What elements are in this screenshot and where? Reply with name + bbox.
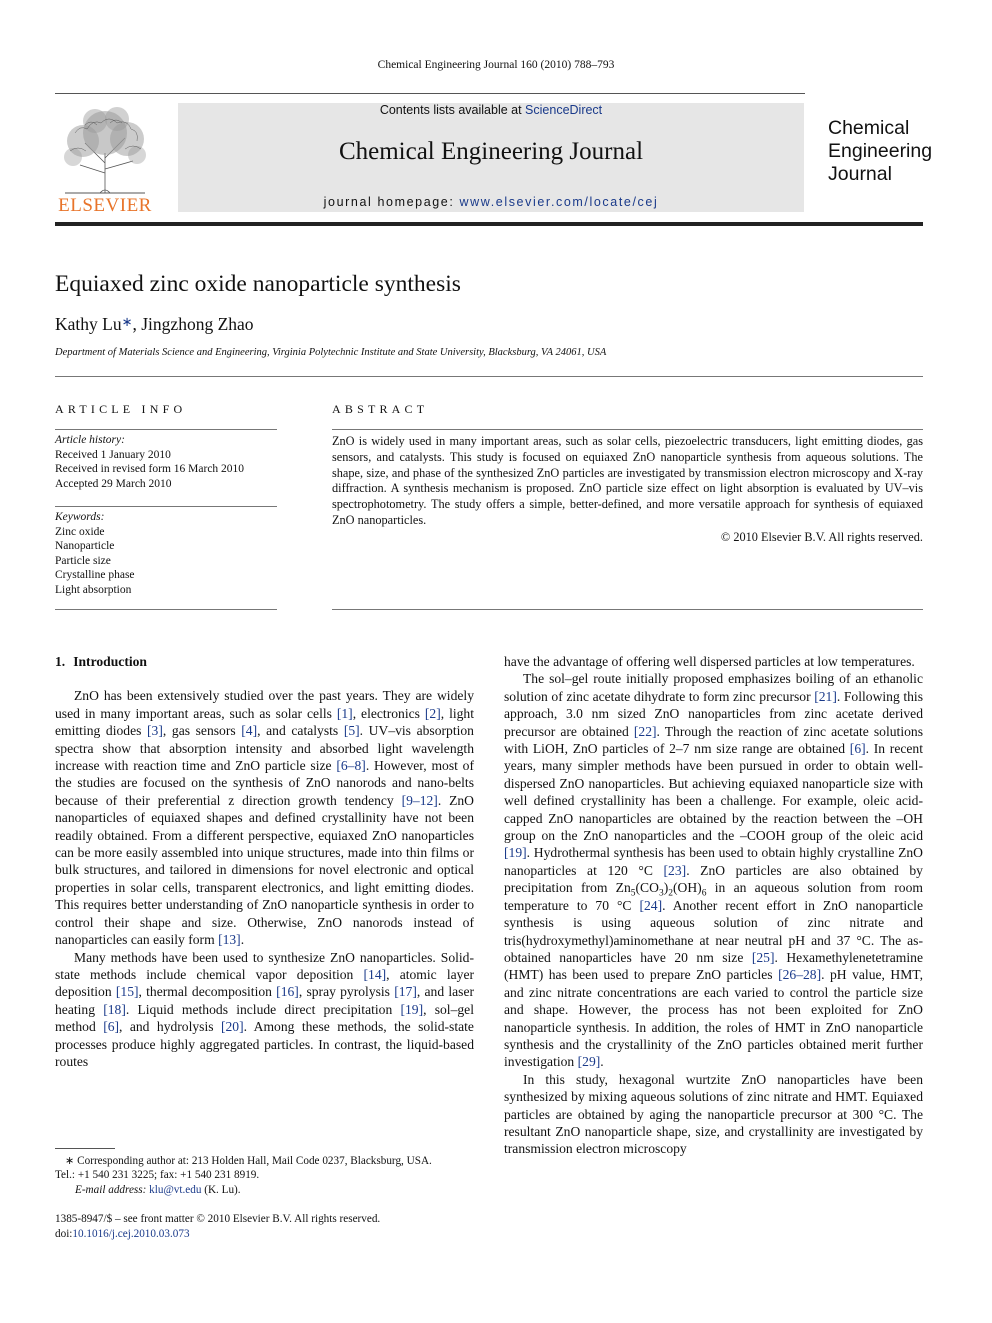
paragraph [504, 670, 923, 1070]
issn-line: 1385-8947/$ – see front matter © 2010 Elsevier B.V. All rights reserved. [55, 1213, 381, 1225]
citation-link[interactable]: [6] [849, 741, 866, 757]
author-name: Kathy Lu [55, 314, 122, 334]
text-run: , and catalysts [257, 723, 344, 739]
citation-link[interactable]: [9–12] [401, 792, 438, 808]
text-run: , gas sensors [162, 723, 242, 739]
citation-link[interactable]: [16] [276, 984, 299, 1000]
history-item: Accepted 29 March 2010 [55, 477, 172, 490]
email-link[interactable]: klu@vt.edu [149, 1183, 202, 1196]
citation-link[interactable]: [29] [577, 1054, 601, 1070]
citation-link[interactable]: [6–8] [336, 758, 366, 774]
history-item: Received in revised form 16 March 2010 [55, 463, 245, 475]
journal-homepage [178, 195, 804, 209]
footnote-rule [55, 1148, 115, 1149]
divider [55, 506, 277, 507]
abstract-heading: ABSTRACT [332, 402, 429, 416]
citation-link[interactable]: [18] [103, 1001, 126, 1017]
article-history [55, 433, 244, 491]
email-label: E-mail address: [75, 1183, 150, 1196]
divider [55, 609, 277, 610]
citation-link[interactable]: [2] [424, 705, 441, 721]
citation-link[interactable]: [17] [394, 984, 417, 1000]
text-run: , and laser heating [55, 984, 474, 1017]
doi-label: doi: [55, 1227, 73, 1240]
tree-icon [55, 103, 155, 195]
citation-link[interactable]: [26–28] [778, 967, 822, 983]
subscript: 3 [658, 889, 664, 899]
affiliation: Department of Materials Science and Engineering, Virginia Polytechnic Institute and State University, Blacksburg, VA 24061, USA [55, 347, 607, 358]
contents-prefix: Contents lists available at [379, 103, 526, 117]
text-run: . Hydrothermal synthesis has been used to obtain highly crystalline ZnO nanoparticles at 120 °C [504, 845, 923, 878]
citation-link[interactable]: [21] [814, 688, 837, 704]
text-run: . In recent years, many simpler methods have been pursued in order to obtain well-dispersed ZnO nanoparticles. But achieving equiaxed nanoparticle size with well defined crystallinity has been a challenge. For example, oleic acid-capped ZnO nanoparticles are obtained by the reaction between the –OH group on the ZnO nanoparticles and the –COOH group of the oleic acid [504, 741, 923, 844]
section-title: Introduction [73, 654, 147, 669]
text-run: . Following this approach, 3.0 nm sized ZnO nanoparticles from zinc acetate derived precursor are obtained [504, 688, 923, 739]
citation-link[interactable]: [1] [336, 705, 353, 721]
section-heading [55, 653, 474, 670]
text-run: . pH value, HMT, and zinc nitrate concentrations are each varied to control the particle size and shape. However, the process has not been exploited for ZnO nanoparticle synthesis. In addition, the roles of HMT in ZnO nanoparticle synthesis and the crystallinity of the ZnO particles obtained merit further investigation [504, 967, 924, 1070]
journal-logo-line: Chemical [828, 117, 910, 139]
citation-link[interactable]: [22] [633, 723, 657, 739]
formula-part: ) [663, 880, 669, 896]
citation-link[interactable]: [23] [663, 862, 687, 878]
doi-line [55, 1227, 380, 1242]
text-run: . Among these methods, the solid-state processes produce highly aggregated particles. In contrast, the liquid-based routes [55, 1019, 474, 1069]
citation-link[interactable]: [19] [504, 845, 527, 861]
history-item: Received 1 January 2010 [55, 448, 171, 461]
elsevier-wordmark: ELSEVIER [58, 195, 152, 216]
text-run: ZnO has been extensively studied over the past years. They are widely used in many important areas, such as solar cells [55, 688, 474, 721]
citation-link[interactable]: [4] [241, 723, 258, 739]
citation-link[interactable]: [5] [343, 723, 360, 739]
homepage-link[interactable]: www.elsevier.com/locate/cej [459, 195, 659, 209]
text-run: . UV–vis absorption spectra show that absorption intensity and absorbed light wavelength increase with reaction time and ZnO particle size [55, 723, 474, 774]
citation-link[interactable]: [3] [147, 723, 163, 739]
copyright: © 2010 Elsevier B.V. All rights reserved. [720, 530, 923, 544]
body-column-right [504, 653, 923, 1158]
text-run: . [600, 1054, 604, 1070]
text-run: , sol–gel method [55, 1001, 474, 1035]
keyword: Particle size [55, 554, 111, 567]
paragraph [55, 949, 474, 1071]
paragraph [55, 687, 474, 948]
text-run: , electronics [352, 705, 425, 721]
corresponding-author-mark[interactable]: ∗ [121, 314, 133, 329]
paragraph: In this study, hexagonal wurtzite ZnO nanoparticles have been synthesized by mixing aqueous solutions of zinc nitrate and HMT. Equiaxed particles are obtained by aging the nanoparticle precursor at 300 °C. The resultant ZnO nanoparticle shape, size, and crystallinity are investigated by transmission electron microscopy [504, 1071, 923, 1157]
author-list [55, 314, 254, 335]
author-separator: , [132, 314, 142, 334]
footnote-email [55, 1183, 474, 1197]
divider [55, 429, 277, 430]
sciencedirect-link[interactable]: ScienceDirect [525, 103, 603, 117]
doi-link[interactable]: 10.1016/j.cej.2010.03.073 [72, 1227, 190, 1240]
body-column-left [55, 653, 474, 1070]
text-run: . Through the reaction of zinc acetate solutions with LiOH, ZnO particles of 2–7 nm size range are obtained [504, 723, 923, 757]
citation-link[interactable]: [24] [639, 897, 663, 913]
text-run: The sol–gel route initially proposed emphasizes boiling of an ethanolic solution of zinc acetate dihydrate to form zinc precursor [504, 671, 923, 704]
citation-link[interactable]: [19] [400, 1001, 424, 1017]
divider [55, 376, 923, 377]
contents-line [178, 103, 804, 117]
text-run: , light emitting diodes [55, 705, 474, 739]
history-label: Article history: [55, 434, 125, 446]
footnote-line: ∗ Corresponding author at: 213 Holden Hall, Mail Code 0237, Blacksburg, USA. [65, 1155, 432, 1167]
text-run: have the advantage of offering well dispersed particles at low temperatures. [504, 654, 915, 669]
formula-part: (CO [635, 880, 659, 896]
text-run: Many methods have been used to synthesize ZnO nanoparticles. Solid-state methods include chemical vapor deposition [55, 949, 474, 982]
text-run: . However, most of the studies are focused on the synthesis of ZnO nanorods and nano-belts because of their preferential z direction growth tendency [55, 758, 475, 808]
header-rule [55, 93, 805, 94]
keyword: Nanoparticle [55, 540, 115, 552]
formula-part: (OH) [672, 880, 702, 896]
text-run: . Another recent effort in ZnO nanoparticle synthesis is using aqueous solution of zinc nitrate and tris(hydroxymethyl)aminomethane at near neutral pH and 37 °C. The as-obtained nanoparticles have 20 nm size [504, 897, 923, 965]
abstract-text: ZnO is widely used in many important areas, such as solar cells, piezoelectric transducers, light emitting diodes, gas sensors, and catalysts. This study is focused on equiaxed ZnO nanoparticle synthesis from aqueous solutions. The shape, size, and phase of the synthesized ZnO particles are investigated by transmission electron microscopy and X-ray diffraction. A synthesis mechanism is proposed. ZnO particle size effect on light absorption is evaluated by UV–vis spectrophotometry. The study offers a simple, better-defined, and more versatile approach for synthesis of equiaxed ZnO nanoparticles. [332, 434, 923, 527]
text-run: . ZnO nanoparticles of equiaxed shapes and defined crystallinity have not been readily obtained. From a different perspective, equiaxed ZnO nanoparticles can be more easily assembled into unique structures, made into thin films or bulk structures, and tailored in dimensions for novel electronic and optical properties in solar cells, transparent electronics, and light emitting diodes. This requires better understanding of ZnO nanoparticle synthesis in order to control their shape and size. Otherwise, ZnO nanorods instead of nanoparticles can easily form [55, 792, 474, 948]
journal-logo-line: Journal [828, 163, 892, 185]
subscript: 2 [668, 889, 673, 899]
citation-link[interactable]: [13] [218, 932, 241, 948]
subscript: 6 [701, 889, 707, 899]
journal-title: Chemical Engineering Journal [338, 138, 644, 165]
divider [332, 429, 923, 430]
citation-link[interactable]: [6] [103, 1019, 120, 1035]
text-run: . Hexamethylenetetramine (HMT) has been used to prepare ZnO particles [504, 949, 923, 983]
text-run: . ZnO particles are also obtained by precipitation from Zn [504, 862, 923, 896]
homepage-prefix: journal homepage: [323, 195, 460, 209]
article-title: Equiaxed zinc oxide nanoparticle synthesis [55, 271, 461, 297]
text-run: , spray pyrolysis [298, 984, 395, 1000]
article-info-heading: ARTICLE INFO [55, 402, 187, 416]
issn-block [55, 1212, 380, 1241]
section-number: 1. [55, 654, 66, 669]
text-run: , and hydrolysis [119, 1019, 221, 1035]
header-divider [55, 222, 923, 226]
author-name: Jingzhong Zhao [141, 314, 254, 334]
journal-logo [828, 117, 932, 186]
keywords [55, 510, 135, 597]
text-run: . [240, 932, 245, 948]
keyword: Crystalline phase [55, 569, 135, 581]
citation-link[interactable]: [14] [363, 966, 387, 982]
citation-link[interactable]: [20] [220, 1019, 244, 1035]
text-run: . Liquid methods include direct precipitation [125, 1001, 401, 1017]
footnote [55, 1154, 474, 1197]
divider [332, 609, 923, 610]
citation-link[interactable]: [15] [115, 984, 139, 1000]
running-head: Chemical Engineering Journal 160 (2010) 788–793 [377, 59, 615, 71]
email-suffix: (K. Lu). [201, 1183, 241, 1196]
journal-logo-line: Engineering [828, 140, 933, 162]
keyword: Light absorption [55, 583, 132, 596]
paragraph-continued [504, 653, 923, 670]
text-run: , atomic layer deposition [55, 966, 474, 1000]
footnote-line: Tel.: +1 540 231 3225; fax: +1 540 231 8919. [55, 1169, 260, 1182]
keywords-label: Keywords: [55, 511, 105, 523]
keyword: Zinc oxide [55, 525, 105, 538]
text-run: , thermal decomposition [138, 984, 277, 1000]
citation-link[interactable]: [25] [751, 949, 775, 965]
text-run: in an aqueous solution from room temperature to 70 °C [504, 880, 923, 913]
subscript: 5 [630, 889, 636, 899]
